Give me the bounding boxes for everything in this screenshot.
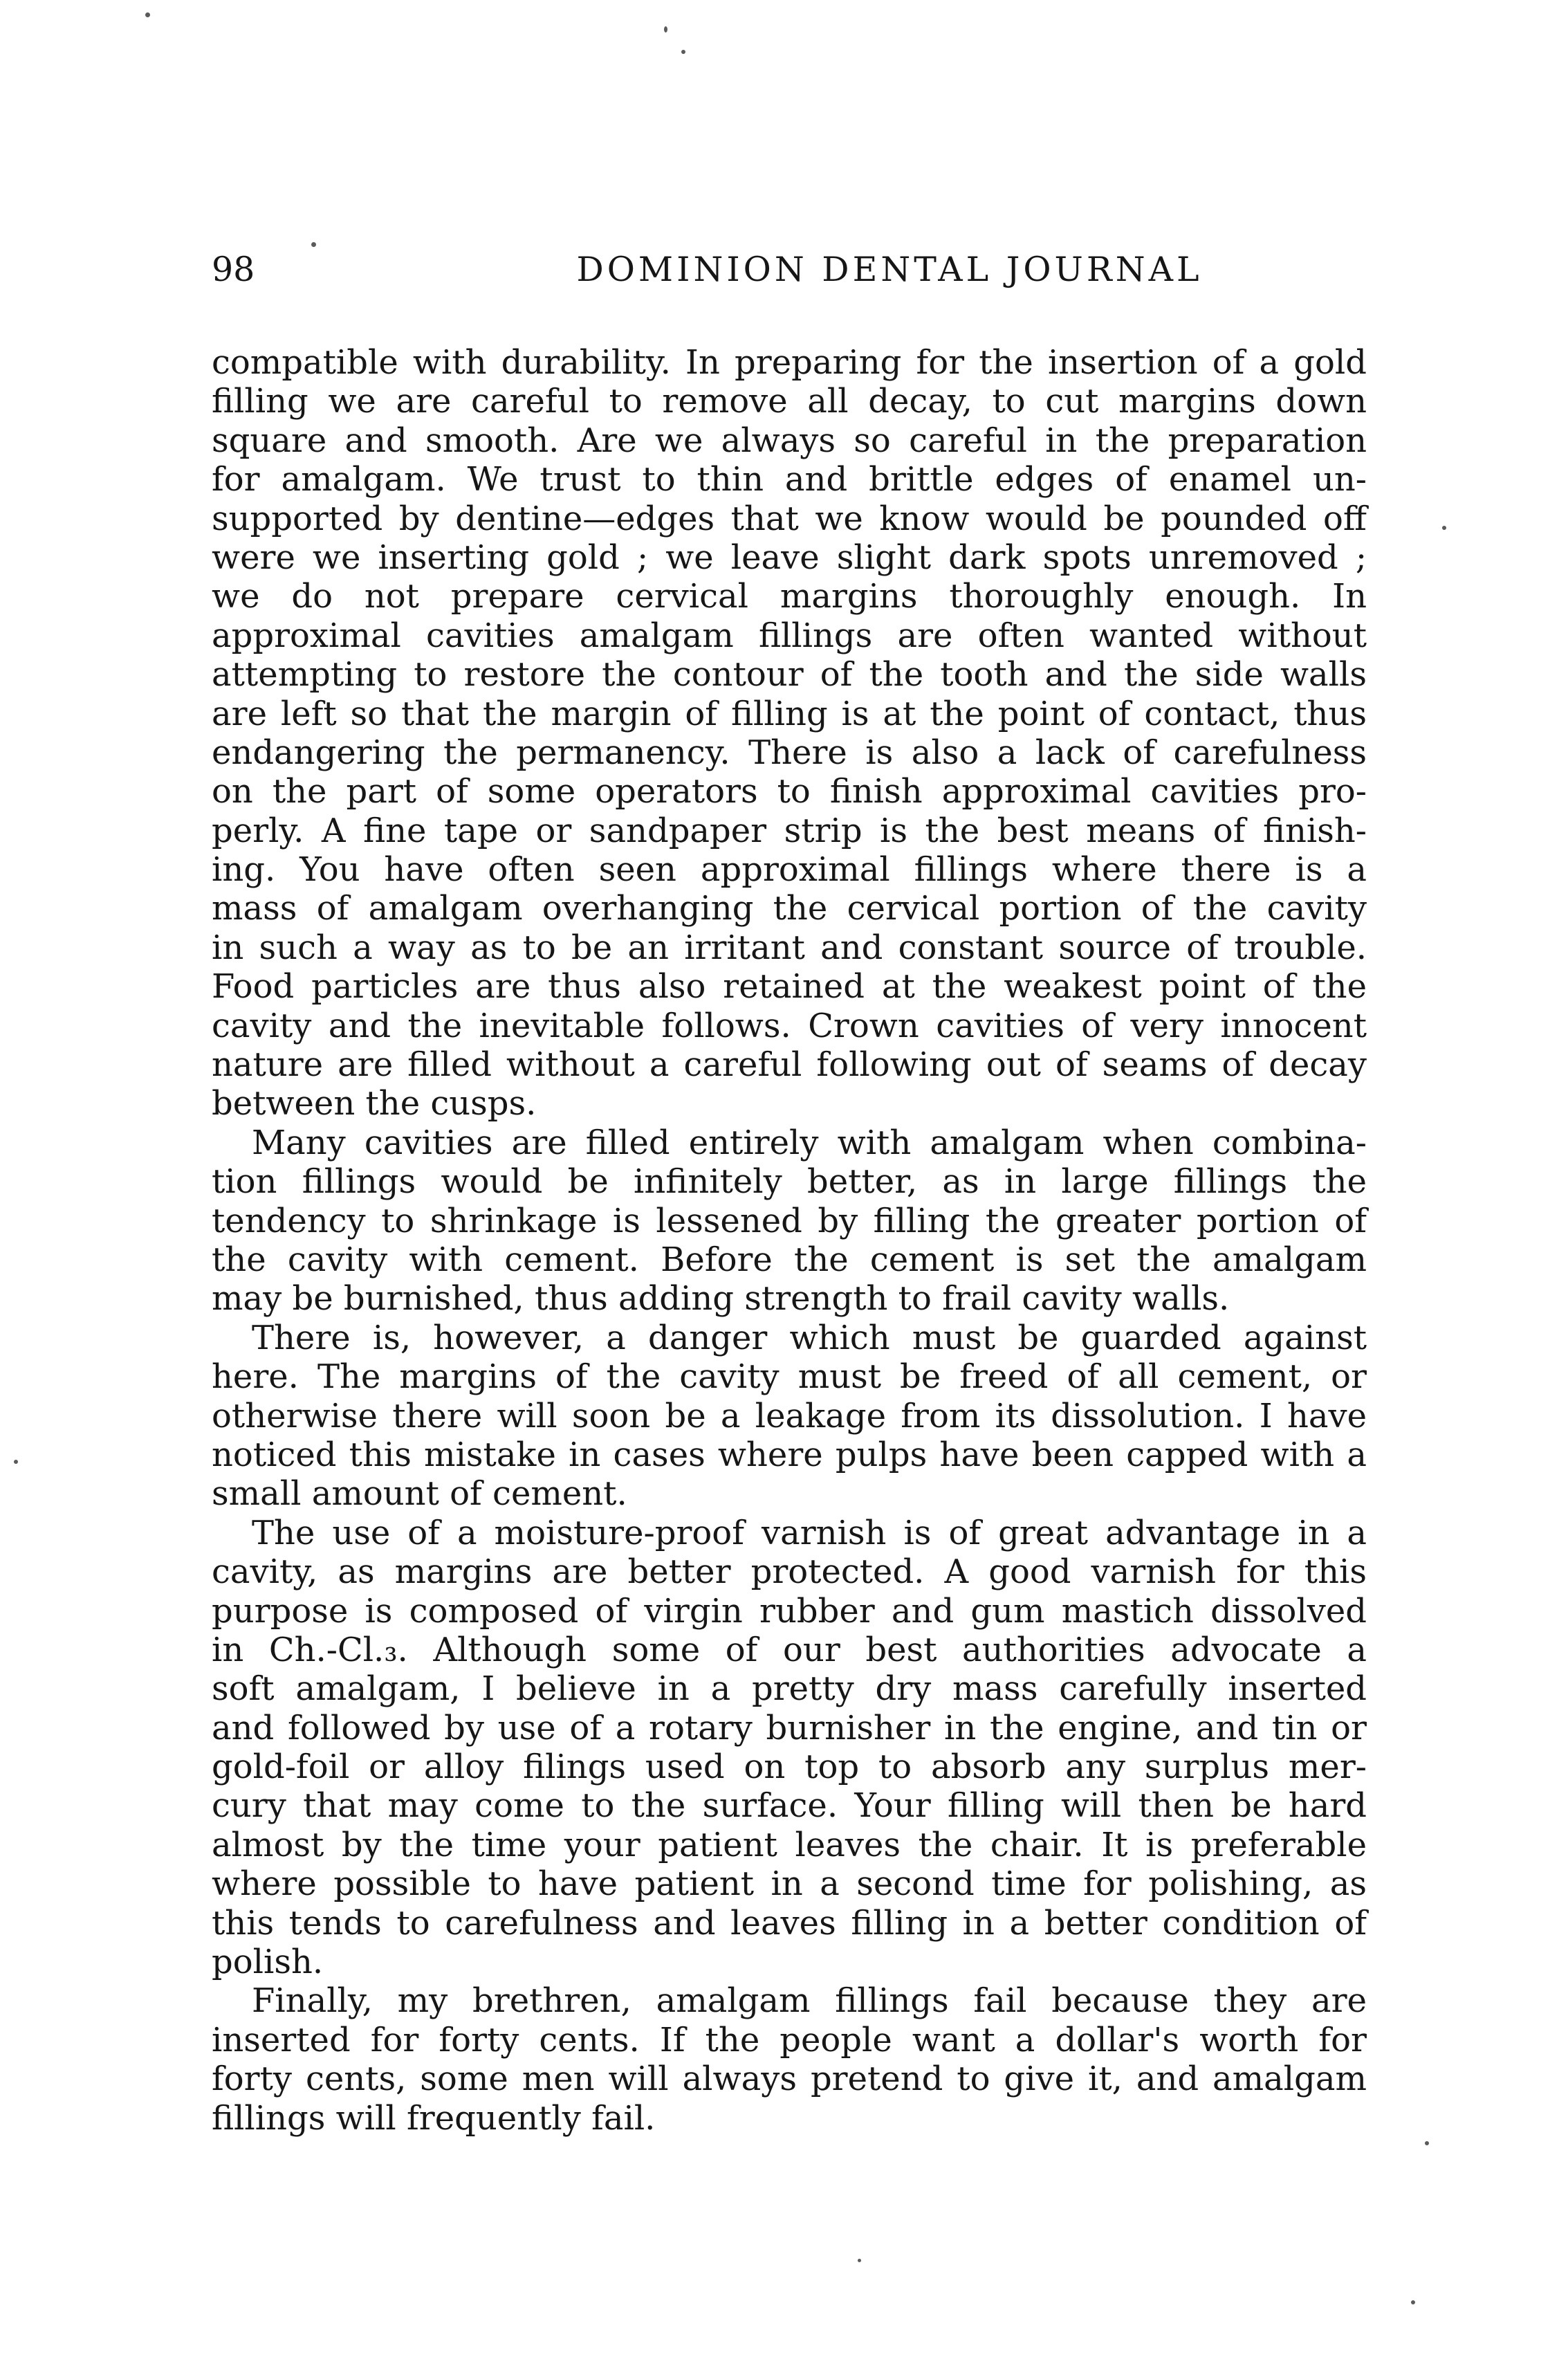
text-line: were we inserting gold ; we leave slight dark spots unremoved ; [212,538,1367,577]
text-line: almost by the time your patient leaves the chair. It is preferable [212,1825,1367,1864]
scan-speck [1425,2141,1429,2145]
scan-speck [14,1460,18,1464]
text-line: mass of amalgam overhanging the cervical portion of the cavity [212,889,1367,928]
text-line: square and smooth. Are we always so careful in the preparation [212,421,1367,460]
scan-speck [681,50,685,54]
text-line: perly. A fine tape or sandpaper strip is the best means of finish- [212,811,1367,850]
text-line: filling we are careful to remove all decay, to cut margins down [212,382,1367,421]
text-line: cavity, as margins are better protected. A good varnish for this [212,1552,1367,1592]
scan-speck [145,12,150,17]
text-line: Food particles are thus also retained at the weakest point of the [212,967,1367,1007]
paragraph [212,343,1367,1124]
text-line: noticed this mistake in cases where pulps have been capped with a [212,1435,1367,1474]
text-line: in such a way as to be an irritant and constant source of trouble. [212,928,1367,967]
text-line: cavity and the inevitable follows. Crown cavities of very innocent [212,1006,1367,1045]
text-line: inserted for forty cents. If the people want a dollar's worth for [212,2020,1367,2060]
text-line: approximal cavities amalgam fillings are often wanted without [212,616,1367,655]
text-line: are left so that the margin of filling is at the point of contact, thus [212,694,1367,733]
paragraph [212,1981,1367,2138]
scan-speck [311,242,316,247]
text-line: Many cavities are filled entirely with amalgam when combina- [252,1123,1367,1162]
text-line: gold-foil or alloy filings used on top to absorb any surplus mer- [212,1748,1367,1787]
text-line: supported by dentine—edges that we know would be pounded off [212,499,1367,538]
text-line: for amalgam. We trust to thin and brittle edges of enamel un- [212,460,1367,499]
scan-speck [858,2259,861,2262]
text-line: fillings will frequently fail. [212,2098,656,2138]
text-line: here. The margins of the cavity must be freed of all cement, or [212,1357,1367,1397]
text-line: and followed by use of a rotary burnisher in the engine, and tin or [212,1708,1367,1748]
scan-speck [664,26,667,33]
text-line: forty cents, some men will always pretend to give it, and amalgam [212,2060,1367,2099]
text-line: purpose is composed of virgin rubber and gum mastich dissolved [212,1591,1367,1631]
text-line: tion fillings would be infinitely better, as in large fillings the [212,1162,1367,1202]
text-line: on the part of some operators to finish approximal cavities pro- [212,772,1367,811]
text-line: ing. You have often seen approximal fillings where there is a [212,850,1367,890]
text-line: the cavity with cement. Before the cement is set the amalgam [212,1240,1367,1279]
text-line: There is, however, a danger which must be guarded against [252,1318,1367,1357]
page-number: 98 [212,250,255,289]
paragraph [212,1124,1367,1319]
text-line: compatible with durability. In preparing for the insertion of a gold [212,343,1367,382]
text-line: this tends to carefulness and leaves filling in a better condition of [212,1903,1367,1943]
text-line: Finally, my brethren, amalgam fillings fail because they are [252,1981,1367,2021]
scan-speck [1442,526,1446,530]
text-line: cury that may come to the surface. Your filling will then be hard [212,1786,1367,1826]
text-line: soft amalgam, I believe in a pretty dry mass carefully inserted [212,1669,1367,1709]
text-line: endangering the permanency. There is also a lack of carefulness [212,733,1367,772]
text-line: The use of a moisture-proof varnish is of great advantage in a [252,1513,1367,1552]
paragraph [212,1319,1367,1514]
text-line: where possible to have patient in a second time for polishing, as [212,1864,1367,1904]
text-line: between the cusps. [212,1084,537,1124]
text-line: tendency to shrinkage is lessened by filling the greater portion of [212,1201,1367,1240]
scan-speck [1411,2300,1415,2304]
text-line: we do not prepare cervical margins thoroughly enough. In [212,577,1367,616]
article-body [212,343,1367,2138]
journal-title: DOMINION DENTAL JOURNAL [576,250,1203,289]
text-line: small amount of cement. [212,1474,627,1514]
running-head [212,246,1367,294]
text-line: in Ch.-Cl.₃. Although some of our best authorities advocate a [212,1630,1367,1669]
text-line: nature are filled without a careful following out of seams of decay [212,1045,1367,1085]
text-line: otherwise there will soon be a leakage from its dissolution. I have [212,1396,1367,1436]
paragraph [212,1514,1367,1982]
text-line: polish. [212,1943,324,1982]
text-line: attempting to restore the contour of the tooth and the side walls [212,655,1367,695]
text-line: may be burnished, thus adding strength to frail cavity walls. [212,1279,1230,1319]
